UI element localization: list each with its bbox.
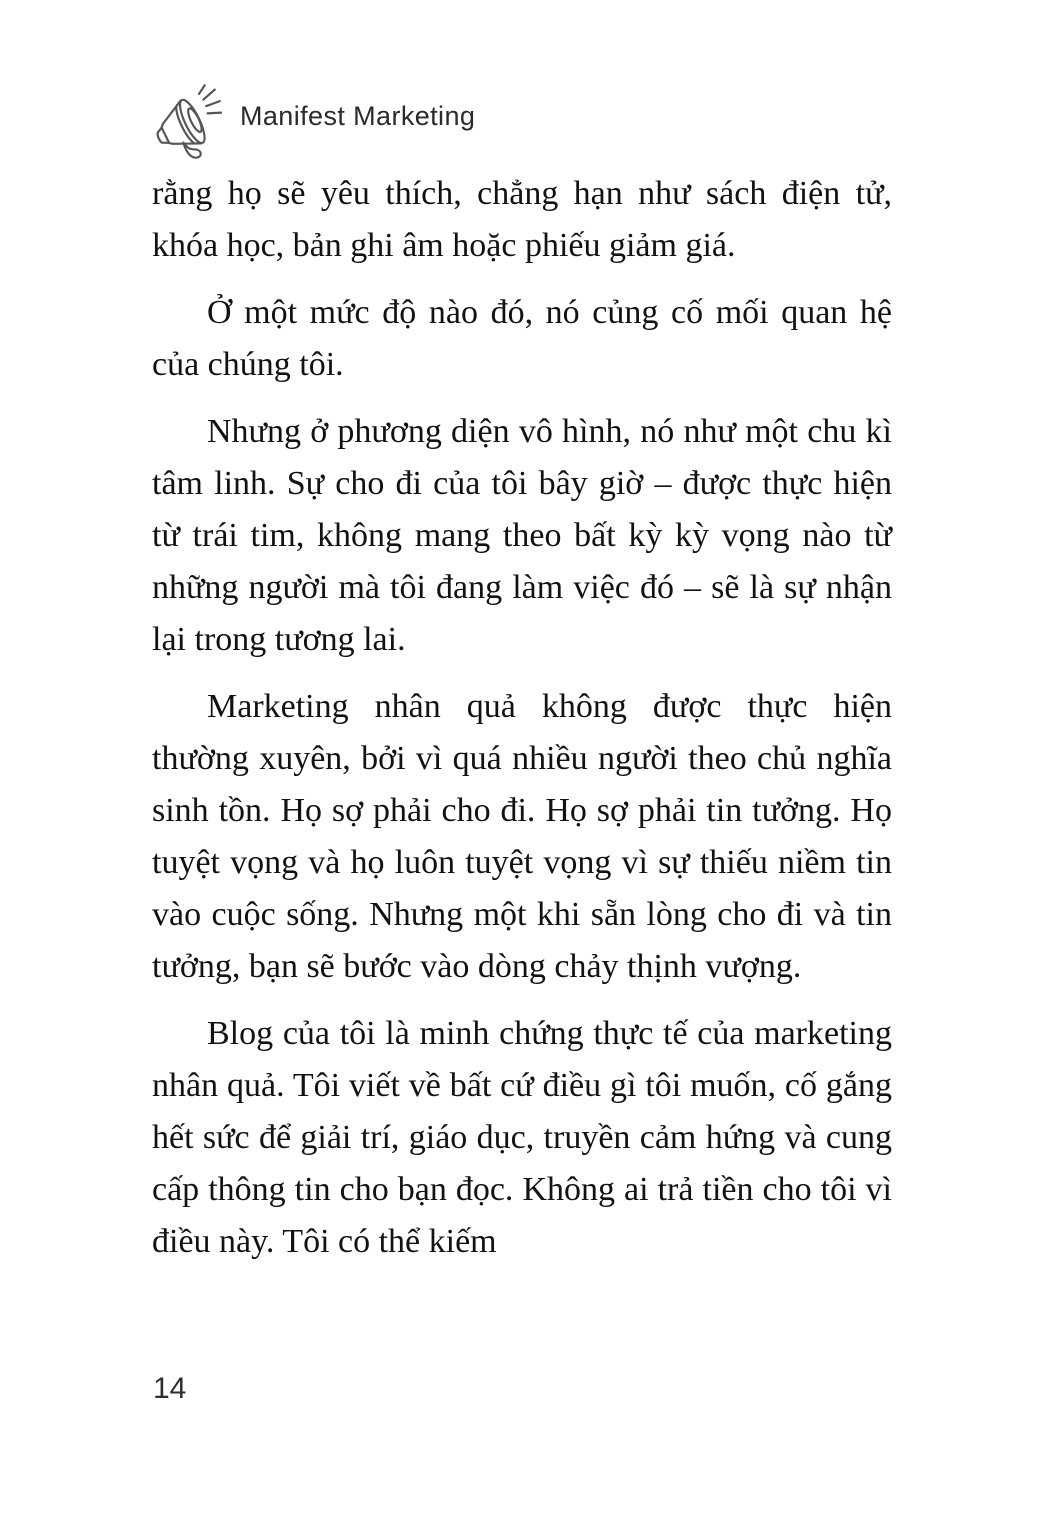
page-header: [150, 82, 475, 162]
page-number: 14: [153, 1372, 187, 1405]
body-paragraph: Marketing nhân quả không được thực hiện thường xuyên, bởi vì quá nhiều người theo chủ nghĩa sinh tồn. Họ sợ phải cho đi. Họ sợ phải tin tưởng. Họ tuyệt vọng và họ luôn tuyệt vọng vì sự thiếu niềm tin vào cuộc sống. Nhưng một khi sẵn lòng cho đi và tin tưởng, bạn sẽ bước vào dòng chảy thịnh vượng.: [152, 688, 892, 985]
body-paragraph: rằng họ sẽ yêu thích, chẳng hạn như sách điện tử, khóa học, bản ghi âm hoặc phiếu giảm giá.: [152, 175, 892, 264]
header-title: Manifest Marketing: [240, 100, 476, 131]
page-body: [152, 168, 892, 1283]
body-paragraph: Ở một mức độ nào đó, nó củng cố mối quan hệ của chúng tôi.: [152, 294, 892, 383]
megaphone-icon: [150, 82, 222, 162]
body-paragraph: Blog của tôi là minh chứng thực tế của marketing nhân quả. Tôi viết về bất cứ điều gì tôi muốn, cố gắng hết sức để giải trí, giáo dục, truyền cảm hứng và cung cấp thông tin cho bạn đọc. Không ai trả tiền cho tôi vì điều này. Tôi có thể kiếm: [152, 1015, 892, 1260]
body-paragraph: Nhưng ở phương diện vô hình, nó như một chu kì tâm linh. Sự cho đi của tôi bây giờ – được thực hiện từ trái tim, không mang theo bất kỳ kỳ vọng nào từ những người mà tôi đang làm việc đó – sẽ là sự nhận lại trong tương lai.: [152, 413, 892, 658]
page-footer: [153, 1372, 186, 1406]
